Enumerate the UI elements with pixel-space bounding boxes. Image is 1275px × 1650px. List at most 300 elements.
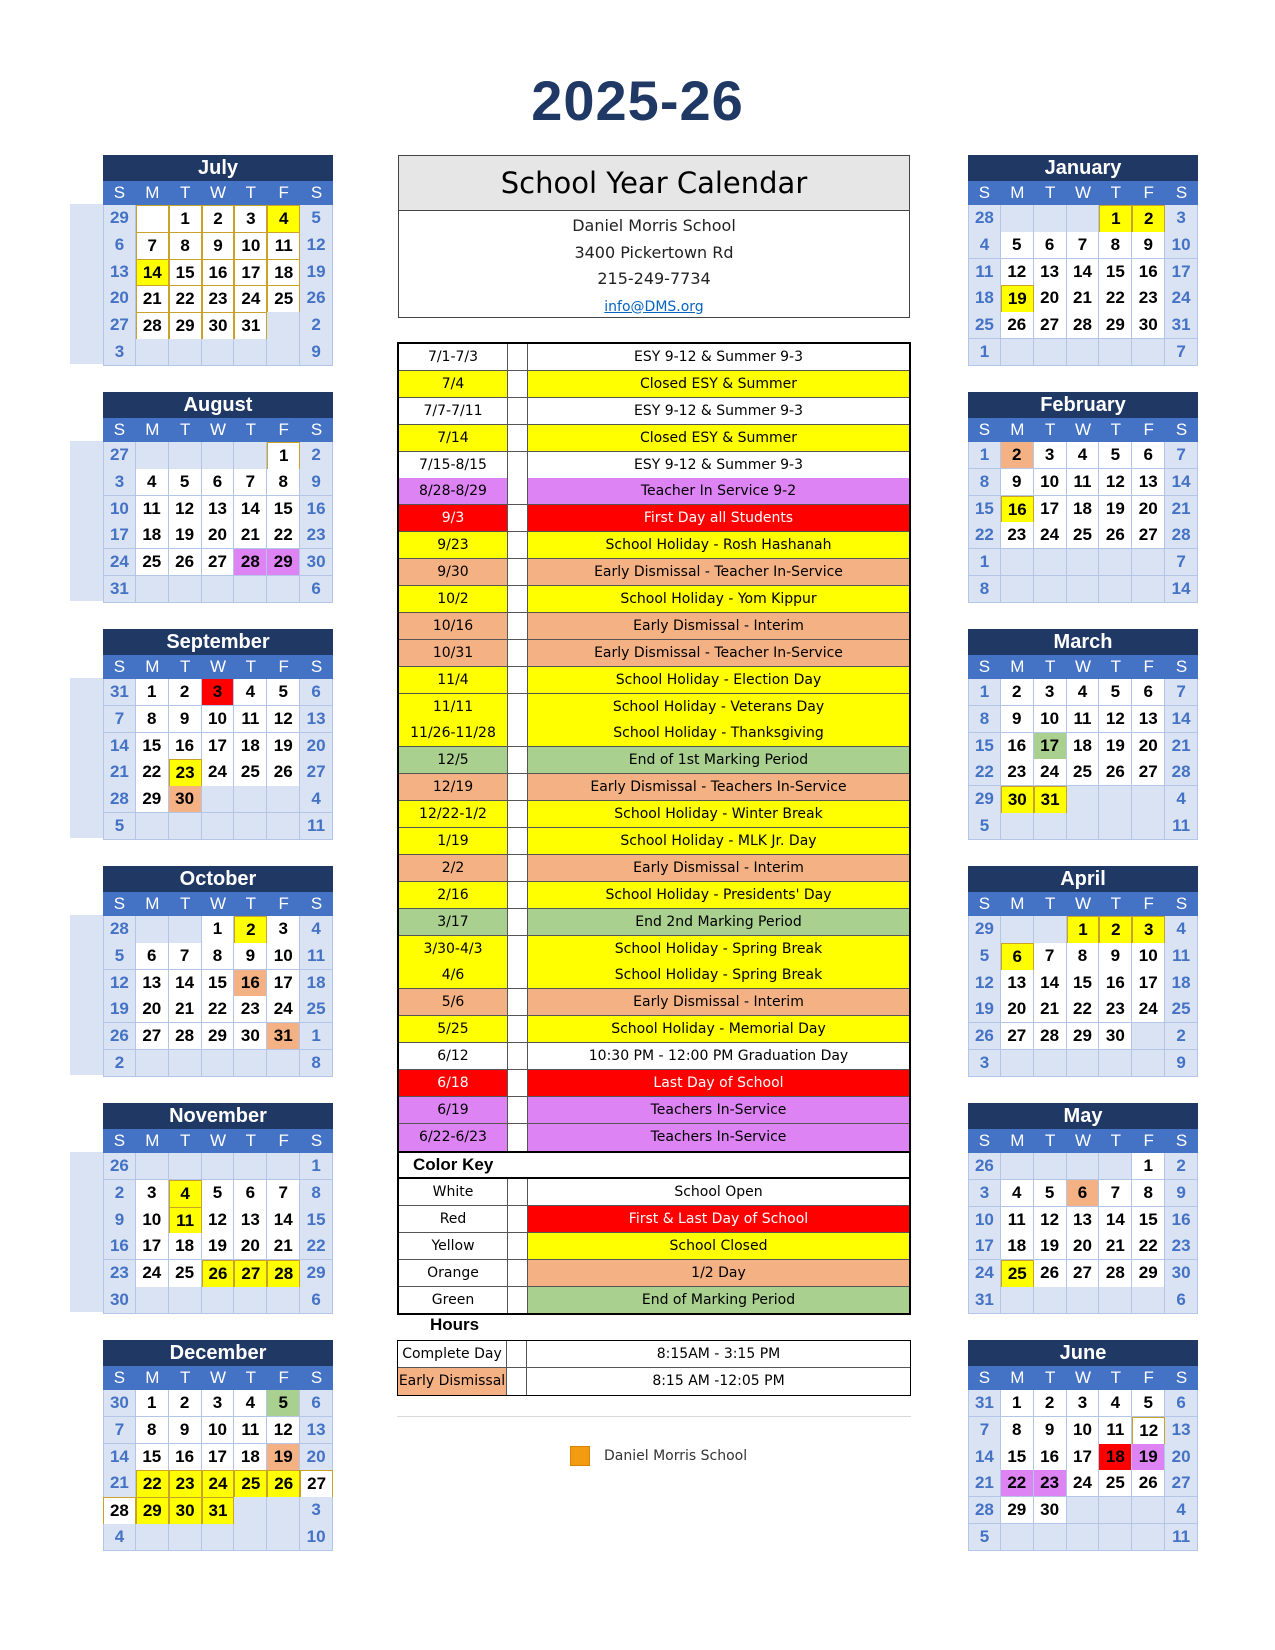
day-cell: 3 [300,1497,333,1525]
day-cell [202,813,235,840]
day-cell: 1 [202,916,235,944]
event-row [399,962,909,989]
event-description: School Holiday - Winter Break [528,801,909,827]
day-cell: 5 [103,813,136,840]
spacer-cell [507,801,528,827]
day-cell: 14 [103,1444,136,1471]
day-cell [169,1287,202,1314]
day-cell [1132,339,1165,366]
day-cell: 31 [1034,786,1067,814]
day-cell [136,576,169,603]
day-cell: 2 [234,916,267,944]
day-cell: 26 [1099,522,1132,549]
day-cell: 2 [300,312,333,340]
color-meaning: School Closed [528,1233,909,1259]
spacer-cell [507,909,528,935]
day-cell [1099,1287,1132,1314]
day-cell: 7 [1165,549,1198,576]
event-description: Early Dismissal - Teacher In-Service [528,559,909,585]
day-cell [267,339,300,366]
week-row [103,970,333,997]
day-cell [1034,576,1067,603]
day-cell: 11 [1165,1524,1198,1551]
day-cell: 4 [300,916,333,944]
week-row [968,970,1198,997]
day-cell: 5 [1034,1180,1067,1207]
month-title: July [103,155,333,181]
day-cell: 1 [136,1390,169,1417]
day-cell: 25 [1001,1260,1034,1288]
day-cell [136,205,169,233]
day-cell: 5 [968,1524,1001,1551]
week-row [103,339,333,366]
event-date: 6/12 [399,1043,507,1069]
day-cell: 15 [202,970,235,997]
week-row [968,679,1198,706]
day-cell: 29 [136,1497,169,1525]
day-cell: 24 [1132,996,1165,1023]
day-cell: 17 [1067,1444,1100,1471]
day-header: F [1143,894,1154,913]
spacer-cell [507,640,528,666]
month-title: March [968,629,1198,655]
day-cell: 16 [1165,1207,1198,1234]
day-cell: 6 [300,1287,333,1314]
color-key-row [399,1287,909,1314]
day-header: W [209,657,227,676]
day-cell: 2 [1165,1023,1198,1050]
day-cell [1132,1023,1165,1050]
month-title: May [968,1103,1198,1129]
day-cell: 2 [202,205,235,233]
day-headers [103,892,333,916]
day-cell: 28 [1099,1260,1132,1288]
day-cell: 16 [1132,259,1165,286]
day-cell: 6 [103,232,136,260]
week-sidebar [70,1152,103,1312]
day-cell: 19 [267,1444,300,1471]
day-headers [103,655,333,679]
day-cell: 24 [1034,522,1067,549]
day-cell: 28 [136,312,169,340]
day-cell: 14 [1099,1207,1132,1234]
day-cell: 19 [1099,496,1132,524]
day-cell: 29 [1001,1497,1034,1524]
day-cell: 15 [267,496,300,523]
day-header: S [1175,1368,1188,1387]
day-header: W [209,183,227,202]
day-cell: 20 [103,285,136,313]
day-cell: 6 [300,1390,333,1417]
day-cell [169,576,202,603]
day-cell [202,786,235,813]
month-title: April [968,866,1198,892]
day-cell: 12 [300,232,333,260]
day-cell [1034,1524,1067,1551]
week-row [103,706,333,733]
week-row [968,813,1198,840]
day-cell: 25 [234,759,267,787]
day-cell: 17 [202,733,235,760]
day-cell: 9 [234,943,267,970]
day-cell [136,339,169,366]
event-date: 6/18 [399,1070,507,1096]
day-cell: 8 [1099,232,1132,259]
week-row [968,916,1198,943]
day-cell: 4 [1165,916,1198,944]
day-cell [267,576,300,603]
day-cell: 3 [103,339,136,366]
day-cell: 27 [1034,312,1067,339]
day-cell: 19 [1034,1233,1067,1260]
day-cell: 27 [300,759,333,787]
day-cell: 4 [1067,442,1100,469]
day-cell: 5 [1099,679,1132,706]
day-cell: 8 [136,1417,169,1444]
day-cell: 27 [1001,1023,1034,1050]
day-cell: 25 [1067,522,1100,549]
day-cell [1132,786,1165,814]
day-cell: 2 [103,1050,136,1077]
day-header: M [1010,894,1025,913]
day-cell: 10 [1067,1417,1100,1445]
month-october [103,866,333,1077]
event-description: 10:30 PM - 12:00 PM Graduation Day [528,1043,909,1069]
day-cell [1001,813,1034,840]
event-row [399,613,909,640]
day-cell: 22 [968,759,1001,786]
event-row [399,1043,909,1070]
spacer-cell [507,559,528,585]
day-cell: 1 [267,442,300,470]
day-cell: 11 [1099,1417,1132,1445]
event-row [399,882,909,909]
day-cell: 12 [1099,469,1132,496]
event-description: Early Dismissal - Interim [528,855,909,881]
event-row [399,640,909,667]
day-cell: 7 [136,232,169,260]
day-headers [968,181,1198,205]
day-cell: 1 [1099,205,1132,233]
spacer-cell [507,532,528,558]
day-header: F [1143,1368,1154,1387]
day-cell: 4 [1067,679,1100,706]
day-cell: 10 [136,1207,169,1235]
day-cell: 11 [968,259,1001,286]
event-row [399,505,909,532]
day-cell: 18 [234,733,267,760]
day-cell: 4 [267,205,300,233]
day-cell: 27 [1067,1260,1100,1288]
week-row [103,549,333,576]
day-cell [1001,1050,1034,1077]
day-cell: 11 [1001,1207,1034,1234]
day-cell: 2 [1001,442,1034,469]
event-date: 7/15-8/15 [399,452,507,478]
day-cell: 9 [1034,1417,1067,1445]
event-description: School Holiday - Rosh Hashanah [528,532,909,558]
day-cell: 21 [169,996,202,1023]
day-header: S [113,183,126,202]
spacer-cell [507,1233,528,1259]
day-cell: 3 [267,916,300,944]
day-cell: 29 [267,549,300,576]
week-row [968,1497,1198,1524]
day-cell: 13 [300,706,333,733]
day-cell: 16 [300,496,333,523]
divider [397,1416,911,1417]
day-cell: 5 [267,1390,300,1417]
day-header: T [179,657,191,676]
week-row [103,1233,333,1260]
day-cell: 21 [103,1470,136,1498]
week-row [968,442,1198,469]
day-header: F [278,1131,289,1150]
day-cell: 6 [1132,679,1165,706]
day-cell [202,1287,235,1314]
day-cell: 7 [968,1417,1001,1445]
event-row [399,425,909,452]
day-header: S [310,183,323,202]
day-cell: 2 [1001,679,1034,706]
day-cell: 30 [202,312,235,340]
day-cell [234,813,267,840]
week-row [103,943,333,970]
color-name: Yellow [431,1237,475,1254]
day-cell: 27 [1165,1470,1198,1497]
event-description: ESY 9-12 & Summer 9-3 [528,452,909,478]
day-cell: 30 [1001,786,1034,814]
week-row [103,996,333,1023]
day-cell: 27 [103,442,136,470]
spacer-cell [507,774,528,800]
day-cell: 12 [169,496,202,523]
day-cell: 1 [1067,916,1100,944]
spacer-cell [507,855,528,881]
day-cell: 20 [1001,996,1034,1023]
day-cell: 26 [968,1023,1001,1050]
event-description: School Holiday - Election Day [528,667,909,693]
day-cell: 15 [1067,970,1100,997]
day-cell: 31 [1165,312,1198,339]
day-cell: 5 [968,813,1001,840]
day-cell: 15 [136,733,169,760]
day-cell [1034,813,1067,840]
event-date: 7/7-7/11 [399,398,507,424]
day-cell: 29 [1067,1023,1100,1050]
day-cell: 3 [968,1050,1001,1077]
day-cell: 27 [136,1023,169,1050]
event-date: 7/14 [399,425,507,451]
event-description: School Holiday - Spring Break [528,962,909,988]
week-row [968,1260,1198,1287]
day-cell: 15 [968,496,1001,524]
day-cell: 21 [267,1233,300,1260]
day-cell: 12 [1034,1207,1067,1234]
day-cell: 20 [300,733,333,760]
day-cell: 27 [234,1260,267,1288]
day-cell: 16 [169,1444,202,1471]
day-cell: 30 [1034,1497,1067,1524]
day-header: W [1074,183,1092,202]
day-cell [1099,339,1132,366]
day-cell [1067,1153,1100,1180]
day-cell: 8 [300,1050,333,1077]
spacer-cell [506,1368,527,1395]
spacer-cell [507,613,528,639]
day-cell: 5 [1132,1390,1165,1417]
day-cell: 8 [300,1180,333,1208]
spacer-cell [507,1016,528,1042]
day-cell [1067,576,1100,603]
event-date: 12/22-1/2 [399,801,507,827]
day-cell: 18 [1165,970,1198,997]
day-cell: 18 [234,1444,267,1471]
email-link[interactable]: info@DMS.org [604,298,704,315]
day-cell: 16 [1001,733,1034,760]
week-row [968,339,1198,366]
week-row [968,285,1198,312]
day-cell [202,1153,235,1180]
event-description: Early Dismissal - Teachers In-Service [528,774,909,800]
day-cell [1132,1287,1165,1314]
day-cell [202,442,235,470]
day-cell: 13 [1067,1207,1100,1234]
day-cell: 7 [267,1180,300,1208]
day-header: W [1074,1131,1092,1150]
day-cell [1132,576,1165,603]
day-cell: 20 [234,1233,267,1260]
day-cell: 31 [234,312,267,340]
day-header: F [278,183,289,202]
event-description: School Holiday - Thanksgiving [528,720,909,746]
day-cell: 14 [1165,469,1198,496]
school-info-box [398,155,910,318]
spacer-cell [507,989,528,1015]
day-header: S [1175,183,1188,202]
day-cell: 31 [968,1287,1001,1314]
day-cell: 5 [103,943,136,970]
day-cell: 23 [1099,996,1132,1023]
event-row [399,828,909,855]
day-header: W [209,1368,227,1387]
day-cell [136,1050,169,1077]
hours-title: Hours [430,1315,480,1334]
day-cell: 13 [1165,1417,1198,1445]
day-cell [1001,1524,1034,1551]
week-row [968,943,1198,970]
day-cell: 9 [169,706,202,733]
day-cell: 15 [1099,259,1132,286]
day-cell: 13 [234,1207,267,1235]
day-header: M [1010,1131,1025,1150]
day-cell: 12 [202,1207,235,1235]
day-cell: 28 [968,1497,1001,1524]
hours-label: Complete Day [398,1341,506,1367]
day-cell [267,786,300,813]
day-cell: 10 [267,943,300,970]
school-phone: 215-249-7734 [597,269,711,288]
day-cell [1034,339,1067,366]
week-row [103,1524,333,1551]
day-cell [1099,1153,1132,1180]
day-cell: 16 [1034,1444,1067,1471]
week-row [103,759,333,786]
color-name: Red [439,1210,467,1227]
day-header: S [113,657,126,676]
event-description: Closed ESY & Summer [528,425,909,451]
week-row [103,522,333,549]
day-cell [234,1497,267,1525]
day-cell: 23 [1165,1233,1198,1260]
day-cell: 13 [1001,970,1034,997]
day-cell: 4 [1165,786,1198,814]
day-cell: 25 [1067,759,1100,786]
day-cell: 20 [136,996,169,1023]
week-row [103,813,333,840]
week-row [103,205,333,232]
day-cell: 20 [1165,1444,1198,1471]
event-date: 11/11 [399,694,507,720]
day-header: S [113,420,126,439]
day-cell: 22 [136,759,169,787]
day-cell: 12 [103,970,136,997]
event-row [399,694,909,721]
event-date: 5/6 [399,989,507,1015]
month-june [968,1340,1198,1551]
event-date: 7/1-7/3 [399,344,507,370]
week-row [968,205,1198,232]
week-row [968,706,1198,733]
event-date: 10/31 [399,640,507,666]
event-description: School Holiday - Presidents' Day [528,882,909,908]
spacer-cell [507,720,528,746]
day-cell: 8 [136,706,169,733]
day-cell: 4 [169,1180,202,1208]
spacer-cell [507,1260,528,1286]
day-header: T [245,1131,257,1150]
day-cell: 15 [1132,1207,1165,1234]
month-november [103,1103,333,1314]
month-title: November [103,1103,333,1129]
day-cell: 17 [103,522,136,549]
week-row [968,759,1198,786]
day-cell: 18 [1001,1233,1034,1260]
day-cell: 31 [103,679,136,706]
day-header: F [278,894,289,913]
event-description: ESY 9-12 & Summer 9-3 [528,344,909,370]
week-row [103,442,333,469]
day-cell: 30 [1099,1023,1132,1050]
day-cell: 24 [136,1260,169,1288]
day-cell [202,1050,235,1077]
day-cell: 25 [169,1260,202,1288]
month-title: December [103,1340,333,1366]
day-cell: 11 [136,496,169,523]
day-cell: 4 [968,232,1001,259]
day-cell [234,442,267,470]
day-cell: 4 [136,469,169,496]
day-header: M [145,1131,160,1150]
hours-row [398,1341,910,1368]
day-cell: 4 [1001,1180,1034,1207]
hours-time: 8:15 AM -12:05 PM [527,1368,910,1395]
day-cell: 23 [103,1260,136,1288]
day-cell [1034,205,1067,233]
spacer-cell [507,1206,528,1232]
day-cell: 16 [234,970,267,997]
hours-row [398,1368,910,1395]
